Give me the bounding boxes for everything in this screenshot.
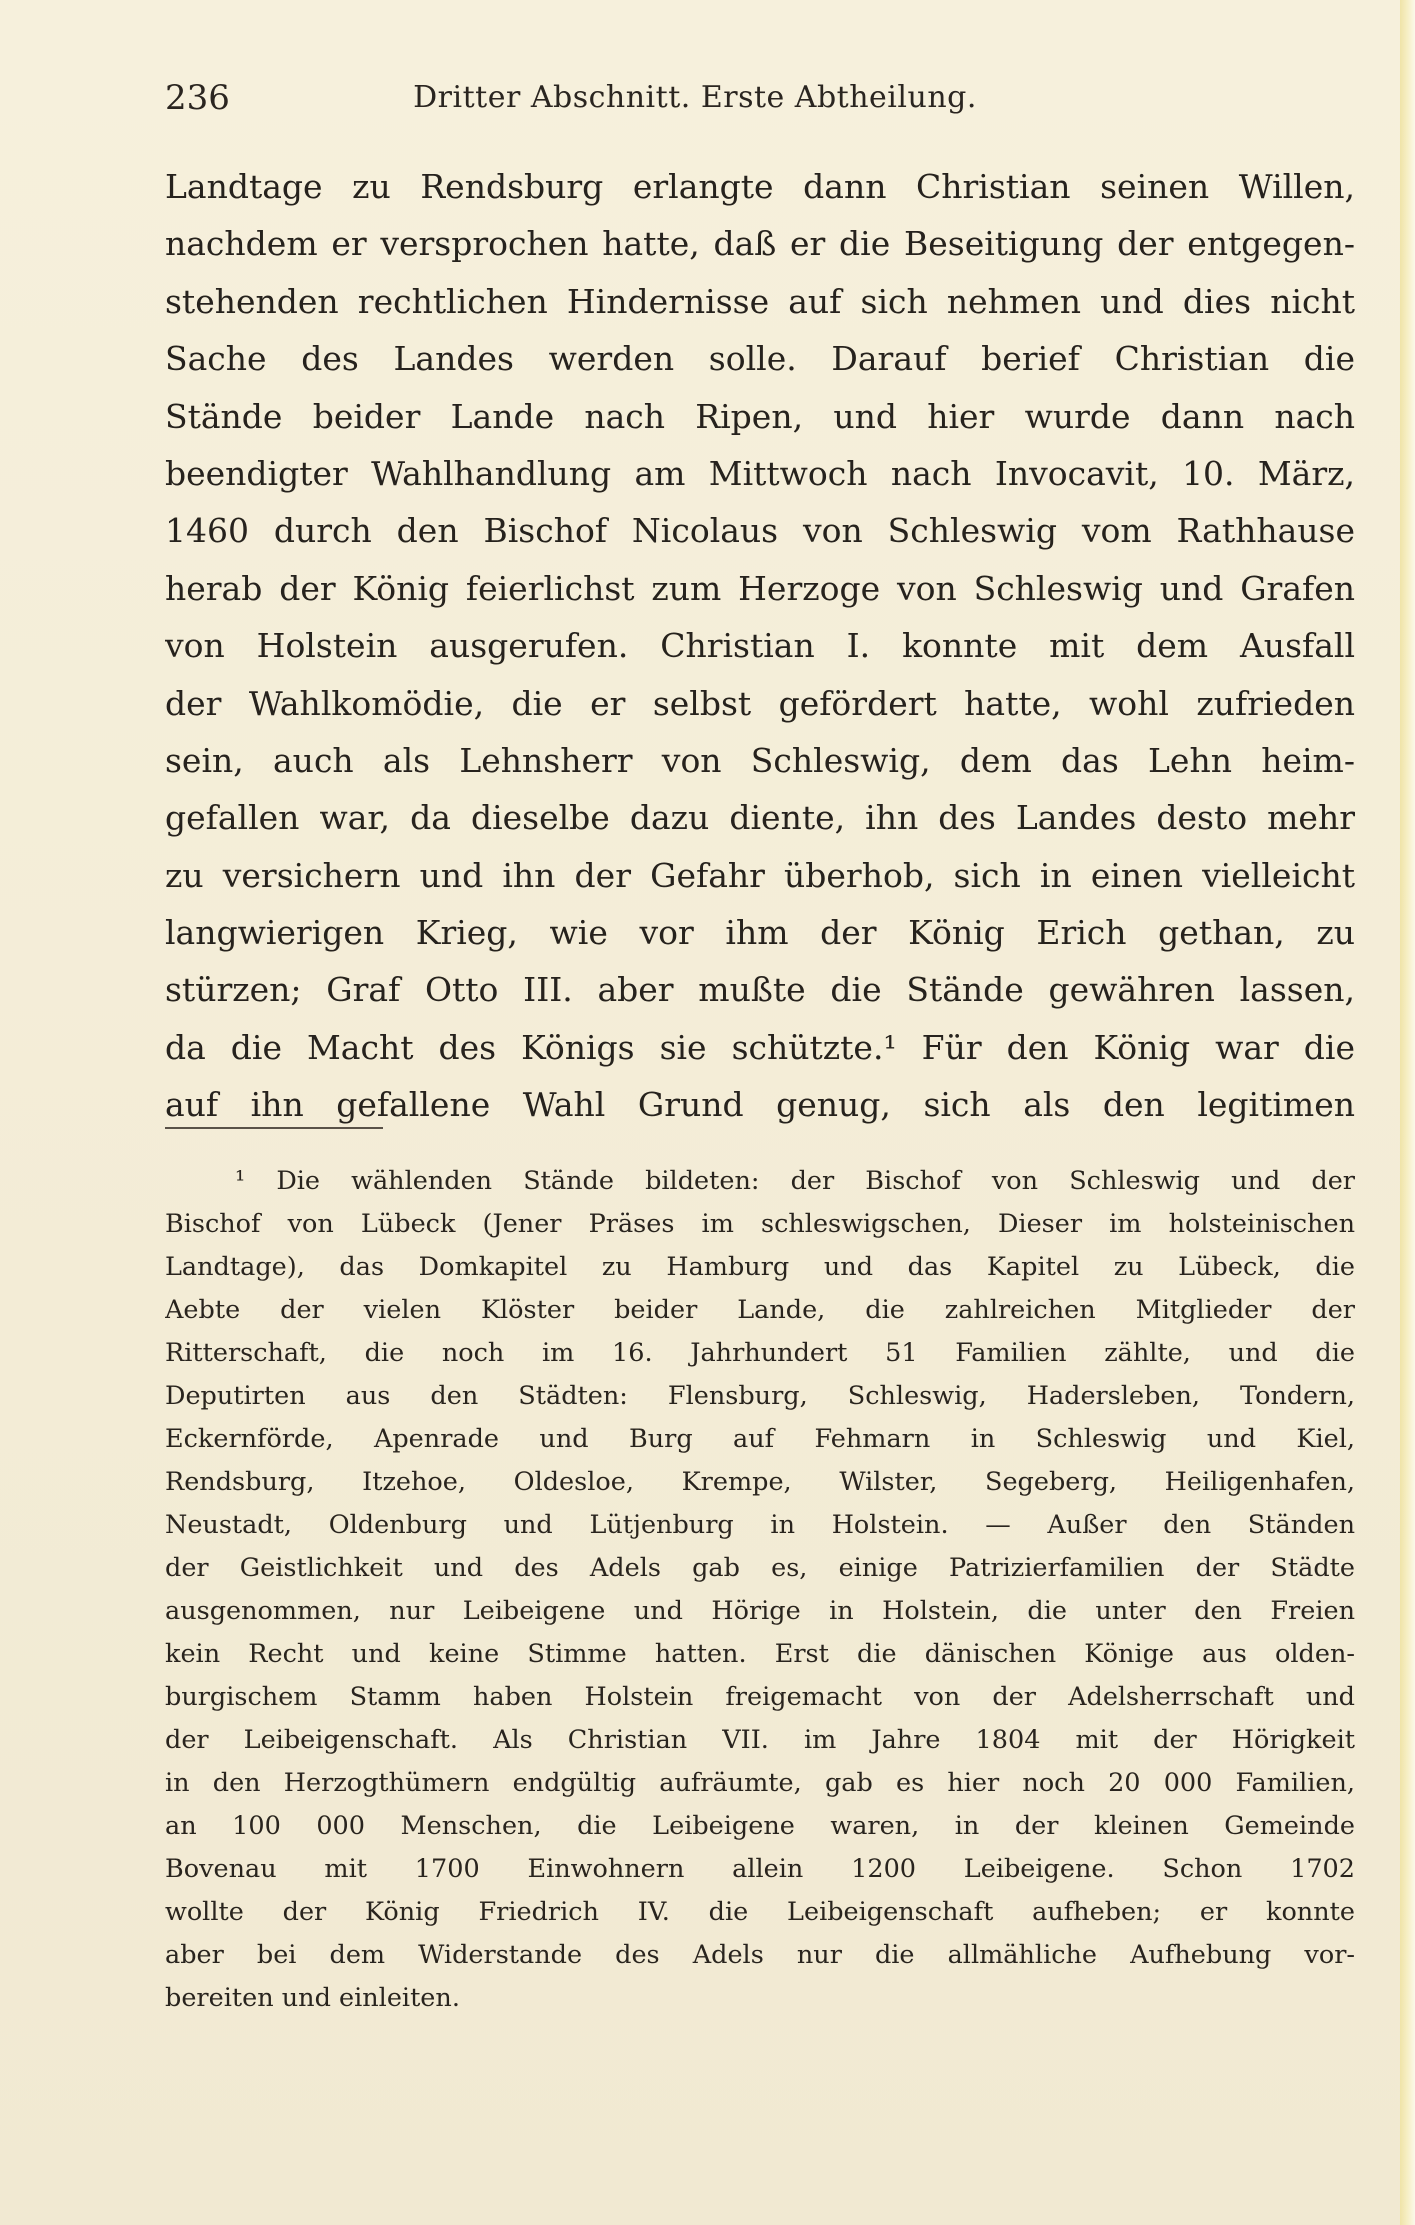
text-line: Sache des Landes werden solle. Darauf berief Christian die <box>165 339 1355 379</box>
running-title: Dritter Abschnitt. Erste Abtheilung. <box>413 80 977 115</box>
text-line: Landtage zu Rendsburg erlangte dann Christian seinen Willen, <box>165 167 1355 206</box>
text-line: da die Macht des Königs sie schützte.¹ Für den König war die <box>165 1027 1355 1067</box>
text-line: 1460 durch den Bischof Nicolaus von Schleswig vom Rathhause <box>165 511 1355 551</box>
text-line: beendigter Wahlhandlung am Mittwoch nach Invocavit, 10. März, <box>165 453 1355 493</box>
footnote-line: Eckernförde, Apenrade und Burg auf Fehmarn in Schleswig und Kiel, <box>165 1424 1355 1454</box>
footnote-line: Landtage), das Domkapitel zu Hamburg und das Kapitel zu Lübeck, die <box>165 1252 1355 1282</box>
footnote-line: in den Herzogthümern endgültig aufräumte, gab es hier noch 20 000 Familien, <box>165 1768 1355 1798</box>
footnote-line: wollte der König Friedrich IV. die Leibeigenschaft aufheben; er konnte <box>165 1897 1355 1927</box>
text-line: von Holstein ausgerufen. Christian I. konnte mit dem Ausfall <box>165 626 1355 666</box>
footnote-line: Neustadt, Oldenburg und Lütjenburg in Holstein. — Außer den Ständen <box>165 1510 1355 1540</box>
book-edge <box>1400 0 1415 2225</box>
footnote-line: ¹ Die wählenden Stände bildeten: der Bischof von Schleswig und der <box>235 1166 1355 1196</box>
footnote-line: ausgenommen, nur Leibeigene und Hörige in Holstein, die unter den Freien <box>165 1596 1355 1626</box>
footnote-line: Bischof von Lübeck (Jener Präses im schleswigschen, Dieser im holsteinischen <box>165 1209 1355 1239</box>
footnote-line: Rendsburg, Itzehoe, Oldesloe, Krempe, Wilster, Segeberg, Heiligenhafen, <box>165 1467 1355 1497</box>
footnote-line: Deputirten aus den Städten: Flensburg, Schleswig, Hadersleben, Tondern, <box>165 1381 1355 1411</box>
footnote-line: Ritterschaft, die noch im 16. Jahrhundert 51 Familien zählte, und die <box>165 1338 1355 1368</box>
footnote-separator <box>165 1127 383 1129</box>
footnote-line: bereiten und einleiten. <box>165 1983 460 2013</box>
text-line: stürzen; Graf Otto III. aber mußte die Stände gewähren lassen, <box>165 970 1355 1010</box>
text-line: zu versichern und ihn der Gefahr überhob, sich in einen vielleicht <box>165 855 1355 895</box>
footnote-line: Aebte der vielen Klöster beider Lande, die zahlreichen Mitglieder der <box>165 1295 1355 1325</box>
text-line: Stände beider Lande nach Ripen, und hier wurde dann nach <box>165 396 1355 436</box>
footnote-line: burgischem Stamm haben Holstein freigemacht von der Adelsherrschaft und <box>165 1682 1355 1712</box>
text-line: sein, auch als Lehnsherr von Schleswig, dem das Lehn heim- <box>165 740 1355 780</box>
page-header <box>165 72 1225 128</box>
text-line: herab der König feierlichst zum Herzoge von Schleswig und Grafen <box>165 568 1355 608</box>
footnote-line: der Geistlichkeit und des Adels gab es, einige Patrizierfamilien der Städte <box>165 1553 1355 1583</box>
footnote-line: kein Recht und keine Stimme hatten. Erst die dänischen Könige aus olden- <box>165 1639 1355 1669</box>
footnotes <box>165 1160 1355 2020</box>
text-line: langwierigen Krieg, wie vor ihm der König Erich gethan, zu <box>165 913 1355 953</box>
footnote-line: Bovenau mit 1700 Einwohnern allein 1200 Leibeigene. Schon 1702 <box>165 1854 1355 1884</box>
footnote-line: an 100 000 Menschen, die Leibeigene waren, in der kleinen Gemeinde <box>165 1811 1355 1841</box>
text-line: der Wahlkomödie, die er selbst gefördert hatte, wohl zufrieden <box>165 683 1355 723</box>
page-number: 236 <box>165 78 230 118</box>
text-line: gefallen war, da dieselbe dazu diente, ihn des Landes desto mehr <box>165 798 1355 838</box>
text-line: stehenden rechtlichen Hindernisse auf sich nehmen und dies nicht <box>165 281 1355 321</box>
main-text <box>165 158 1355 1134</box>
footnote-line: der Leibeigenschaft. Als Christian VII. im Jahre 1804 mit der Hörigkeit <box>165 1725 1355 1755</box>
text-line: auf ihn gefallene Wahl Grund genug, sich als den legitimen <box>165 1085 1355 1125</box>
text-line: nachdem er versprochen hatte, daß er die Beseitigung der entgegen- <box>165 224 1355 264</box>
footnote-line: aber bei dem Widerstande des Adels nur die allmähliche Aufhebung vor- <box>165 1940 1355 1970</box>
